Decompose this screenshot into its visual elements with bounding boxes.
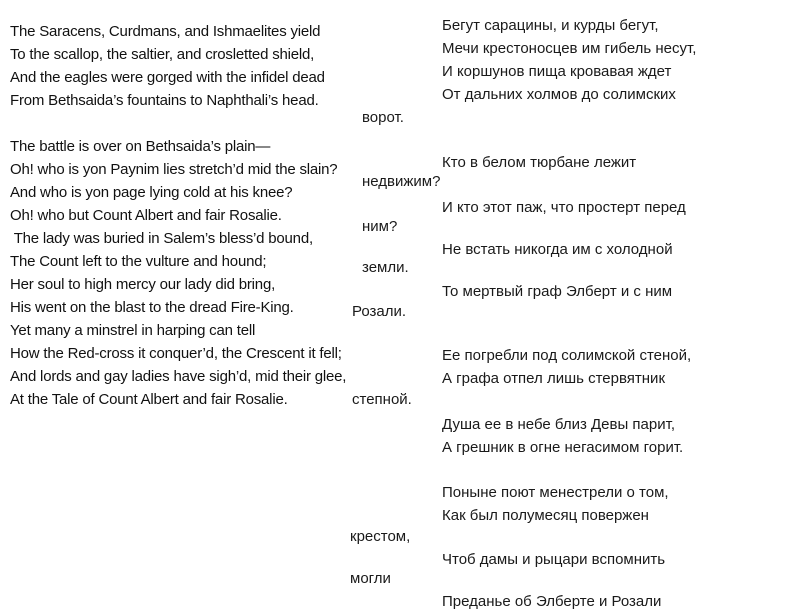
russian-line: А графа отпел лишь стервятник <box>442 370 666 387</box>
russian-line: земли. <box>362 259 409 276</box>
russian-line: Бегут сарацины, и курды бегут, <box>442 17 659 34</box>
english-line: Her soul to high mercy our lady did bring, <box>10 276 276 293</box>
english-line: His went on the blast to the dread Fire-King. <box>10 299 294 316</box>
english-line: Oh! who is yon Paynim lies stretch’d mid the slain? <box>10 161 338 178</box>
russian-line: ним? <box>362 218 398 235</box>
english-line: How the Red-cross it conquer’d, the Crescent it fell; <box>10 345 342 362</box>
russian-line: Душа ее в небе близ Девы парит, <box>442 416 675 433</box>
russian-line: От дальних холмов до солимских <box>442 86 676 103</box>
russian-line: Преданье об Элберте и Розали <box>442 593 662 610</box>
russian-line: степной. <box>352 391 412 408</box>
russian-line: Поныне поют менестрели о том, <box>442 484 669 501</box>
english-line: And who is yon page lying cold at his knee? <box>10 184 293 201</box>
english-line: At the Tale of Count Albert and fair Rosalie. <box>10 391 288 408</box>
russian-line: крестом, <box>350 528 411 545</box>
english-line: And lords and gay ladies have sigh’d, mid their glee, <box>10 368 347 385</box>
english-line: The Saracens, Curdmans, and Ishmaelites yield <box>10 23 321 40</box>
russian-line: недвижим? <box>362 173 441 190</box>
russian-line: Ее погребли под солимской стеной, <box>442 347 692 364</box>
russian-line: Кто в белом тюрбане лежит <box>442 154 637 171</box>
russian-line: И коршунов пища кровавая ждет <box>442 63 672 80</box>
russian-line: Не встать никогда им с холодной <box>442 241 673 258</box>
russian-line: Как был полумесяц повержен <box>442 507 649 524</box>
russian-line: Розали. <box>352 303 407 320</box>
russian-line: И кто этот паж, что простерт перед <box>442 199 686 216</box>
english-line: The Count left to the vulture and hound; <box>10 253 267 270</box>
english-line: And the eagles were gorged with the infidel dead <box>10 69 325 86</box>
russian-line: могли <box>350 570 391 587</box>
english-line: The lady was buried in Salem’s bless’d bound, <box>10 230 313 247</box>
english-line: Oh! who but Count Albert and fair Rosalie. <box>10 207 282 224</box>
english-line: To the scallop, the saltier, and crosletted shield, <box>10 46 315 63</box>
russian-line: То мертвый граф Элберт и с ним <box>442 283 673 300</box>
english-line: The battle is over on Bethsaida’s plain— <box>10 138 271 155</box>
russian-line: Чтоб дамы и рыцари вспомнить <box>442 551 666 568</box>
russian-line: Мечи крестоносцев им гибель несут, <box>442 40 697 57</box>
russian-line: А грешник в огне негасимом горит. <box>442 439 684 456</box>
english-line: Yet many a minstrel in harping can tell <box>10 322 256 339</box>
english-line: From Bethsaida’s fountains to Naphthali’s head. <box>10 92 319 109</box>
russian-line: ворот. <box>362 109 404 126</box>
